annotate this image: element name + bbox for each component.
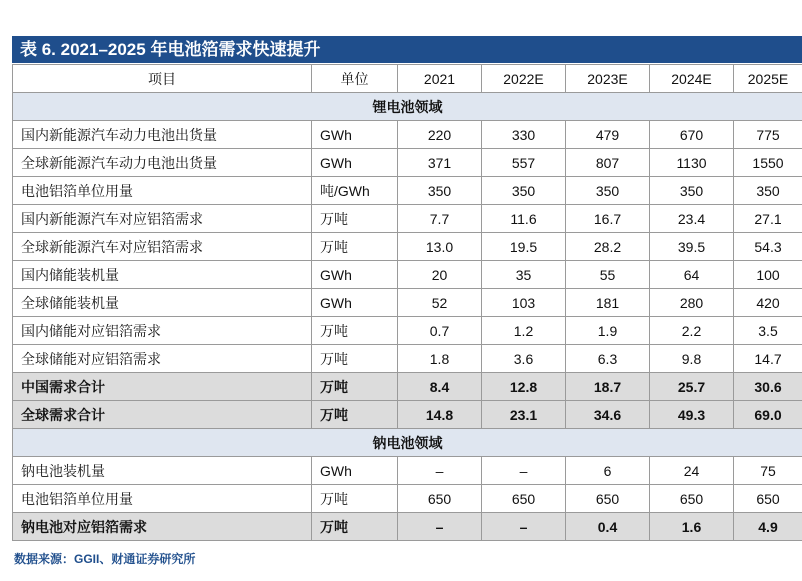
row-unit: GWh (312, 457, 398, 485)
row-value: 12.8 (482, 373, 566, 401)
header-row (13, 65, 802, 93)
row-value: 371 (398, 149, 482, 177)
row-unit: GWh (312, 121, 398, 149)
row-value: 650 (398, 485, 482, 513)
row-value: 650 (734, 485, 802, 513)
row-value: 1.9 (566, 317, 650, 345)
total-row (13, 401, 802, 429)
row-value: 49.3 (650, 401, 734, 429)
row-value: 100 (734, 261, 802, 289)
total-row (13, 373, 802, 401)
row-value: 30.6 (734, 373, 802, 401)
row-unit: 万吨 (312, 345, 398, 373)
row-unit: 万吨 (312, 317, 398, 345)
table-row (13, 345, 802, 373)
row-value: 479 (566, 121, 650, 149)
row-value: 1.2 (482, 317, 566, 345)
section-title: 锂电池领域 (13, 93, 802, 121)
row-unit: GWh (312, 289, 398, 317)
row-value: 16.7 (566, 205, 650, 233)
row-value: 13.0 (398, 233, 482, 261)
row-value: 650 (482, 485, 566, 513)
row-value: – (398, 457, 482, 485)
table-row (13, 457, 802, 485)
header-year: 2023E (566, 65, 650, 93)
row-value: 3.5 (734, 317, 802, 345)
row-unit: 吨/GWh (312, 177, 398, 205)
row-value: – (482, 513, 566, 541)
source-note: 数据来源：GGII、财通证券研究所 (14, 552, 196, 566)
row-value: 3.6 (482, 345, 566, 373)
row-value: 20 (398, 261, 482, 289)
row-item: 全球储能对应铝箔需求 (13, 345, 312, 373)
row-value: 39.5 (650, 233, 734, 261)
row-unit: 万吨 (312, 233, 398, 261)
row-unit: 万吨 (312, 513, 398, 541)
row-value: 55 (566, 261, 650, 289)
row-value: 350 (566, 177, 650, 205)
row-value: – (398, 513, 482, 541)
section-row (13, 93, 802, 121)
table-row (13, 205, 802, 233)
row-value: 27.1 (734, 205, 802, 233)
row-value: 330 (482, 121, 566, 149)
header-year: 2021 (398, 65, 482, 93)
row-item: 全球新能源汽车动力电池出货量 (13, 149, 312, 177)
row-item: 钠电池装机量 (13, 457, 312, 485)
row-item: 钠电池对应铝箔需求 (13, 513, 312, 541)
row-value: 775 (734, 121, 802, 149)
section-title: 钠电池领域 (13, 429, 802, 457)
row-unit: 万吨 (312, 485, 398, 513)
row-value: 557 (482, 149, 566, 177)
row-item: 国内储能对应铝箔需求 (13, 317, 312, 345)
row-unit: 万吨 (312, 401, 398, 429)
row-value: 1550 (734, 149, 802, 177)
row-value: 23.4 (650, 205, 734, 233)
row-item: 电池铝箔单位用量 (13, 177, 312, 205)
row-value: 350 (734, 177, 802, 205)
row-unit: 万吨 (312, 373, 398, 401)
row-item: 国内储能装机量 (13, 261, 312, 289)
row-value: 0.4 (566, 513, 650, 541)
row-value: 181 (566, 289, 650, 317)
row-unit: GWh (312, 261, 398, 289)
row-unit: 万吨 (312, 205, 398, 233)
header-unit: 单位 (312, 65, 398, 93)
row-value: 24 (650, 457, 734, 485)
row-value: 64 (650, 261, 734, 289)
row-value: 0.7 (398, 317, 482, 345)
row-value: 650 (650, 485, 734, 513)
table-row (13, 289, 802, 317)
data-table (12, 64, 802, 541)
table-row (13, 121, 802, 149)
header-item: 项目 (13, 65, 312, 93)
row-value: 103 (482, 289, 566, 317)
row-item: 全球新能源汽车对应铝箔需求 (13, 233, 312, 261)
row-item: 全球需求合计 (13, 401, 312, 429)
row-value: 28.2 (566, 233, 650, 261)
row-value: 9.8 (650, 345, 734, 373)
row-item: 国内新能源汽车对应铝箔需求 (13, 205, 312, 233)
row-value: 6 (566, 457, 650, 485)
row-value: 1130 (650, 149, 734, 177)
row-item: 电池铝箔单位用量 (13, 485, 312, 513)
row-value: 75 (734, 457, 802, 485)
table-row (13, 233, 802, 261)
row-value: 220 (398, 121, 482, 149)
row-value: 4.9 (734, 513, 802, 541)
header-year: 2024E (650, 65, 734, 93)
table-row (13, 317, 802, 345)
table-row (13, 149, 802, 177)
table-row (13, 261, 802, 289)
row-value: 670 (650, 121, 734, 149)
row-unit: GWh (312, 149, 398, 177)
row-value: 350 (398, 177, 482, 205)
row-value: 25.7 (650, 373, 734, 401)
row-value: 18.7 (566, 373, 650, 401)
row-item: 全球储能装机量 (13, 289, 312, 317)
table-row (13, 485, 802, 513)
row-value: 69.0 (734, 401, 802, 429)
row-value: 52 (398, 289, 482, 317)
row-value: 280 (650, 289, 734, 317)
row-value: 23.1 (482, 401, 566, 429)
row-value: 54.3 (734, 233, 802, 261)
row-value: 34.6 (566, 401, 650, 429)
header-year: 2022E (482, 65, 566, 93)
row-value: 6.3 (566, 345, 650, 373)
row-value: 2.2 (650, 317, 734, 345)
row-value: 11.6 (482, 205, 566, 233)
row-value: 350 (650, 177, 734, 205)
row-value: – (482, 457, 566, 485)
row-value: 1.8 (398, 345, 482, 373)
row-value: 7.7 (398, 205, 482, 233)
section-row (13, 429, 802, 457)
total-row (13, 513, 802, 541)
row-value: 14.7 (734, 345, 802, 373)
row-value: 350 (482, 177, 566, 205)
table-row (13, 177, 802, 205)
row-value: 1.6 (650, 513, 734, 541)
row-value: 35 (482, 261, 566, 289)
row-value: 8.4 (398, 373, 482, 401)
row-value: 650 (566, 485, 650, 513)
row-item: 国内新能源汽车动力电池出货量 (13, 121, 312, 149)
row-value: 19.5 (482, 233, 566, 261)
row-value: 420 (734, 289, 802, 317)
row-value: 14.8 (398, 401, 482, 429)
row-value: 807 (566, 149, 650, 177)
header-year: 2025E (734, 65, 802, 93)
table-title: 表 6. 2021–2025 年电池箔需求快速提升 (12, 37, 802, 63)
row-item: 中国需求合计 (13, 373, 312, 401)
